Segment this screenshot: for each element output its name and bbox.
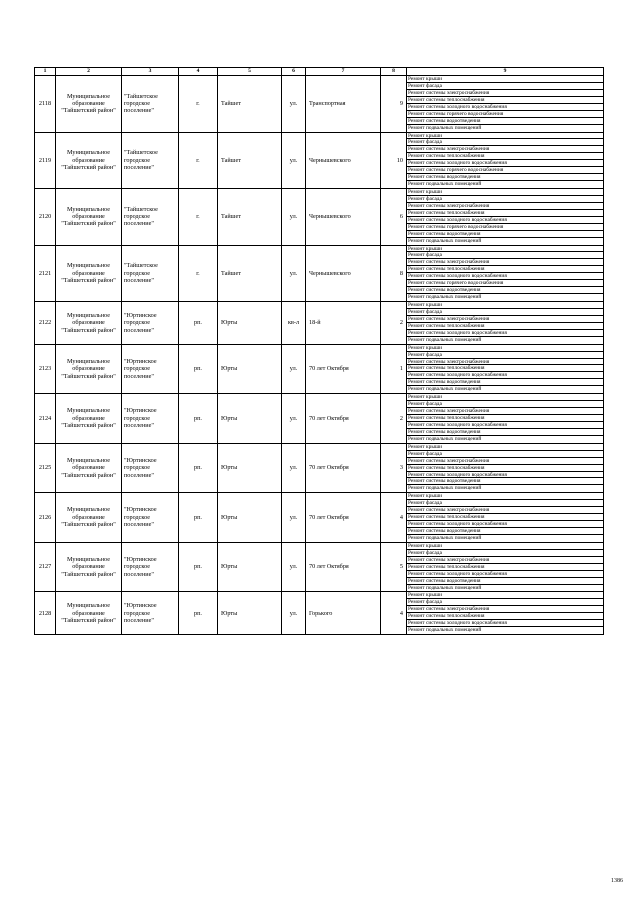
repair-work-item: Ремонт системы горячего водоснабжения [407, 280, 603, 287]
settlement-name: "Юртинское городское поселение" [122, 344, 179, 394]
settlement-name: "Юртинское городское поселение" [122, 542, 179, 592]
repair-work-item: Ремонт системы электроснабжения [407, 146, 603, 153]
repair-work-item: Ремонт системы теплоснабжения [407, 365, 603, 372]
repair-work-item: Ремонт подвальных помещений [408, 584, 482, 591]
repair-work-item: Ремонт крыши [407, 302, 603, 309]
repair-work-item: Ремонт подвальных помещений [408, 534, 482, 541]
locality-name: Юрты [218, 493, 282, 543]
row-number: 2123 [35, 344, 56, 394]
house-number: 5 [381, 542, 407, 592]
house-number: 8 [381, 245, 407, 302]
repair-works-list [407, 394, 604, 444]
repair-works-list [407, 302, 604, 345]
repair-work-item: Ремонт системы электроснабжения [407, 359, 603, 366]
repair-work-item: Ремонт системы теплоснабжения [407, 514, 603, 521]
repair-works-list [407, 443, 604, 493]
repair-work-item: Ремонт подвальных помещений [408, 294, 482, 301]
locality-name: Тайшет [218, 76, 282, 133]
locality-name: Юрты [218, 443, 282, 493]
repair-works-list [407, 592, 604, 635]
repair-work-item: Ремонт крыши [407, 189, 603, 196]
repair-work-item: Ремонт подвальных помещений [408, 336, 482, 343]
house-number: 4 [381, 493, 407, 543]
street-name: Чернышевского [306, 189, 381, 246]
locality-type: рп. [179, 394, 218, 444]
repair-work-item: Ремонт системы теплоснабжения [407, 323, 603, 330]
repair-work-item: Ремонт крыши [407, 394, 603, 401]
repair-work-item: Ремонт системы электроснабжения [407, 203, 603, 210]
settlement-name: "Тайшетское городское поселение" [122, 189, 179, 246]
column-header-2: 2 [56, 68, 122, 76]
street-type: ул. [282, 592, 306, 635]
repair-work-item: Ремонт системы холодного водоснабжения [407, 620, 603, 627]
repair-works-list [407, 245, 604, 302]
municipal-formation: Муниципальное образование "Тайшетский район" [56, 443, 122, 493]
locality-type: г. [179, 76, 218, 133]
column-header-8: 8 [381, 68, 407, 76]
table-row [35, 76, 604, 133]
street-name: Чернышевского [306, 132, 381, 189]
repair-work-item: Ремонт фасада [407, 401, 603, 408]
repair-work-item: Ремонт фасада [407, 500, 603, 507]
locality-type: г. [179, 189, 218, 246]
table-header [35, 68, 604, 76]
repair-work-item: Ремонт системы теплоснабжения [407, 613, 603, 620]
repair-work-item: Ремонт подвальных помещений [408, 435, 482, 442]
repair-work-item: Ремонт системы водоотведения [407, 118, 603, 125]
locality-type: рп. [179, 592, 218, 635]
column-header-9: 9 [407, 68, 604, 76]
repair-work-item: Ремонт системы теплоснабжения [407, 210, 603, 217]
row-number: 2127 [35, 542, 56, 592]
repair-work-item: Ремонт системы горячего водоснабжения [407, 167, 603, 174]
repair-work-item: Ремонт подвальных помещений [408, 627, 482, 634]
table-row [35, 493, 604, 543]
table-row [35, 344, 604, 394]
settlement-name: "Тайшетское городское поселение" [122, 132, 179, 189]
house-number: 2 [381, 394, 407, 444]
table-body [35, 76, 604, 635]
page-number: 1386 [611, 878, 623, 884]
settlement-name: "Тайшетское городское поселение" [122, 76, 179, 133]
table-row [35, 245, 604, 302]
street-name: 70 лет Октября [306, 542, 381, 592]
street-type: ул. [282, 76, 306, 133]
repair-work-item: Ремонт подвальных помещений [408, 124, 482, 131]
row-number: 2128 [35, 592, 56, 635]
repair-work-item: Ремонт фасада [407, 451, 603, 458]
column-header-4: 4 [179, 68, 218, 76]
repair-work-item: Ремонт системы холодного водоснабжения [407, 521, 603, 528]
repair-work-item: Ремонт системы водоотведения [407, 429, 603, 436]
street-type: ул. [282, 443, 306, 493]
repair-work-item: Ремонт системы холодного водоснабжения [407, 422, 603, 429]
row-number: 2119 [35, 132, 56, 189]
repair-work-item: Ремонт системы теплоснабжения [407, 266, 603, 273]
settlement-name: "Тайшетское городское поселение" [122, 245, 179, 302]
repair-work-item: Ремонт системы горячего водоснабжения [407, 111, 603, 118]
repair-work-item: Ремонт системы теплоснабжения [407, 153, 603, 160]
municipal-formation: Муниципальное образование "Тайшетский район" [56, 542, 122, 592]
repair-work-item: Ремонт крыши [407, 592, 603, 599]
repair-work-item: Ремонт системы холодного водоснабжения [407, 160, 603, 167]
settlement-name: "Юртинское городское поселение" [122, 394, 179, 444]
table-row [35, 132, 604, 189]
repair-work-item: Ремонт подвальных помещений [408, 386, 482, 393]
header-row [35, 68, 604, 76]
repair-work-item: Ремонт подвальных помещений [408, 485, 482, 492]
repair-work-item: Ремонт системы теплоснабжения [407, 97, 603, 104]
repair-work-item: Ремонт фасада [407, 550, 603, 557]
repair-work-item: Ремонт системы электроснабжения [407, 458, 603, 465]
repair-work-item: Ремонт системы водоотведения [407, 578, 603, 585]
street-name: 18-й [306, 302, 381, 345]
house-number: 9 [381, 76, 407, 133]
table-row [35, 189, 604, 246]
row-number: 2120 [35, 189, 56, 246]
repair-work-item: Ремонт системы водоотведения [407, 287, 603, 294]
repair-work-item: Ремонт системы электроснабжения [407, 259, 603, 266]
repair-work-item: Ремонт системы водоотведения [407, 174, 603, 181]
repair-work-item: Ремонт системы холодного водоснабжения [407, 104, 603, 111]
repair-works-list [407, 493, 604, 543]
house-number: 4 [381, 592, 407, 635]
street-type: ул. [282, 542, 306, 592]
row-number: 2126 [35, 493, 56, 543]
repair-work-item: Ремонт фасада [407, 139, 603, 146]
repair-work-item: Ремонт системы холодного водоснабжения [407, 372, 603, 379]
locality-name: Юрты [218, 344, 282, 394]
repair-work-item: Ремонт крыши [407, 133, 603, 140]
street-type: ул. [282, 344, 306, 394]
repair-works-list [407, 132, 604, 189]
repair-works-list [407, 542, 604, 592]
row-number: 2118 [35, 76, 56, 133]
house-number: 3 [381, 443, 407, 493]
repair-work-item: Ремонт фасада [407, 196, 603, 203]
locality-type: рп. [179, 302, 218, 345]
locality-name: Юрты [218, 592, 282, 635]
repair-work-item: Ремонт системы электроснабжения [407, 408, 603, 415]
table-row [35, 592, 604, 635]
street-type: ул. [282, 493, 306, 543]
table-row [35, 302, 604, 345]
street-name: 70 лет Октября [306, 344, 381, 394]
locality-name: Тайшет [218, 245, 282, 302]
repair-work-item: Ремонт подвальных помещений [408, 181, 482, 188]
repair-work-item: Ремонт системы водоотведения [407, 528, 603, 535]
repair-work-item: Ремонт крыши [407, 246, 603, 253]
row-number: 2125 [35, 443, 56, 493]
settlement-name: "Юртинское городское поселение" [122, 592, 179, 635]
house-number: 1 [381, 344, 407, 394]
locality-name: Юрты [218, 542, 282, 592]
repair-works-list [407, 76, 604, 133]
locality-type: рп. [179, 542, 218, 592]
locality-type: рп. [179, 344, 218, 394]
repair-work-item: Ремонт фасада [407, 599, 603, 606]
house-number: 2 [381, 302, 407, 345]
repair-work-item: Ремонт крыши [407, 345, 603, 352]
repair-program-table [34, 67, 604, 635]
column-header-7: 7 [306, 68, 381, 76]
row-number: 2121 [35, 245, 56, 302]
house-number: 10 [381, 132, 407, 189]
house-number: 6 [381, 189, 407, 246]
repair-works-list [407, 189, 604, 246]
table-row [35, 542, 604, 592]
repair-work-item: Ремонт системы водоотведения [407, 379, 603, 386]
settlement-name: "Юртинское городское поселение" [122, 443, 179, 493]
row-number: 2124 [35, 394, 56, 444]
settlement-name: "Юртинское городское поселение" [122, 302, 179, 345]
repair-work-item: Ремонт системы горячего водоснабжения [407, 224, 603, 231]
repair-work-item: Ремонт системы электроснабжения [407, 316, 603, 323]
street-name: Транспортная [306, 76, 381, 133]
locality-type: г. [179, 245, 218, 302]
column-header-3: 3 [122, 68, 179, 76]
table-row [35, 394, 604, 444]
municipal-formation: Муниципальное образование "Тайшетский район" [56, 189, 122, 246]
municipal-formation: Муниципальное образование "Тайшетский район" [56, 132, 122, 189]
municipal-formation: Муниципальное образование "Тайшетский район" [56, 245, 122, 302]
municipal-formation: Муниципальное образование "Тайшетский район" [56, 344, 122, 394]
repair-work-item: Ремонт системы водоотведения [407, 231, 603, 238]
municipal-formation: Муниципальное образование "Тайшетский район" [56, 76, 122, 133]
repair-work-item: Ремонт крыши [407, 444, 603, 451]
street-type: ул. [282, 189, 306, 246]
street-name: 70 лет Октября [306, 493, 381, 543]
repair-work-item: Ремонт системы холодного водоснабжения [407, 330, 603, 337]
street-type: ул. [282, 394, 306, 444]
repair-work-item: Ремонт системы электроснабжения [407, 606, 603, 613]
municipal-formation: Муниципальное образование "Тайшетский район" [56, 394, 122, 444]
repair-works-list [407, 344, 604, 394]
street-type: ул. [282, 245, 306, 302]
street-name: 70 лет Октября [306, 443, 381, 493]
municipal-formation: Муниципальное образование "Тайшетский район" [56, 302, 122, 345]
repair-work-item: Ремонт системы электроснабжения [407, 90, 603, 97]
locality-name: Юрты [218, 394, 282, 444]
column-header-5: 5 [218, 68, 282, 76]
repair-work-item: Ремонт крыши [407, 76, 603, 83]
repair-work-item: Ремонт системы теплоснабжения [407, 415, 603, 422]
street-name: Чернышевского [306, 245, 381, 302]
locality-name: Тайшет [218, 132, 282, 189]
table-row [35, 443, 604, 493]
repair-work-item: Ремонт фасада [407, 309, 603, 316]
street-name: Горького [306, 592, 381, 635]
repair-work-item: Ремонт системы водоотведения [407, 478, 603, 485]
repair-work-item: Ремонт фасада [407, 352, 603, 359]
repair-work-item: Ремонт системы холодного водоснабжения [407, 217, 603, 224]
repair-work-item: Ремонт фасада [407, 83, 603, 90]
locality-name: Юрты [218, 302, 282, 345]
repair-work-item: Ремонт системы холодного водоснабжения [407, 273, 603, 280]
repair-work-item: Ремонт системы холодного водоснабжения [407, 571, 603, 578]
repair-work-item: Ремонт крыши [407, 493, 603, 500]
locality-type: рп. [179, 493, 218, 543]
repair-work-item: Ремонт системы теплоснабжения [407, 564, 603, 571]
repair-work-item: Ремонт системы электроснабжения [407, 557, 603, 564]
row-number: 2122 [35, 302, 56, 345]
repair-work-item: Ремонт фасада [407, 252, 603, 259]
repair-work-item: Ремонт подвальных помещений [408, 237, 482, 244]
repair-work-item: Ремонт системы теплоснабжения [407, 465, 603, 472]
repair-work-item: Ремонт крыши [407, 543, 603, 550]
column-header-6: 6 [282, 68, 306, 76]
municipal-formation: Муниципальное образование "Тайшетский район" [56, 592, 122, 635]
settlement-name: "Юртинское городское поселение" [122, 493, 179, 543]
repair-work-item: Ремонт системы холодного водоснабжения [407, 472, 603, 479]
locality-name: Тайшет [218, 189, 282, 246]
locality-type: рп. [179, 443, 218, 493]
street-type: ул. [282, 132, 306, 189]
locality-type: г. [179, 132, 218, 189]
street-type: кв-л [282, 302, 306, 345]
municipal-formation: Муниципальное образование "Тайшетский район" [56, 493, 122, 543]
column-header-1: 1 [35, 68, 56, 76]
street-name: 70 лет Октября [306, 394, 381, 444]
repair-work-item: Ремонт системы электроснабжения [407, 507, 603, 514]
